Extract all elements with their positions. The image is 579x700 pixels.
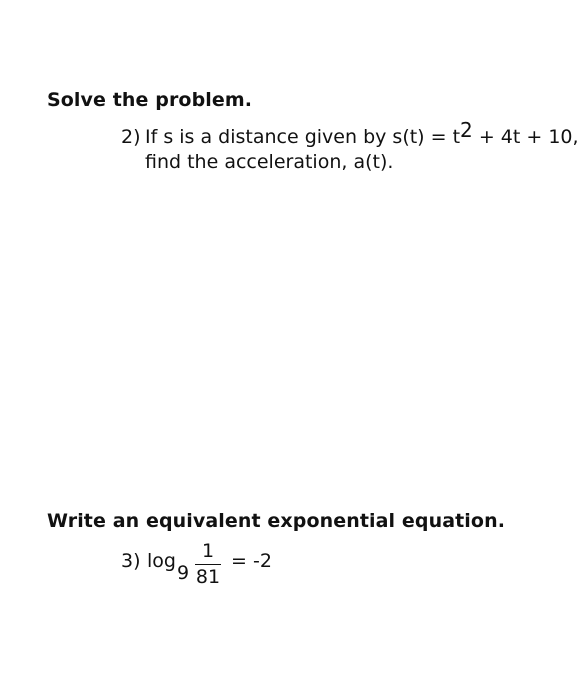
fraction — [195, 540, 221, 588]
problem-2-line-1 — [121, 118, 579, 150]
problem-number: 2) — [121, 126, 141, 148]
section-heading-solve: Solve the problem. — [47, 89, 253, 111]
fraction-numerator: 1 — [201, 540, 215, 562]
exponent: 2 — [460, 118, 473, 142]
problem-2-line-2: find the acceleration, a(t). — [145, 151, 394, 173]
problem-2-text-prefix: If s is a distance given by s(t) = t — [145, 126, 461, 148]
equation-rhs: = -2 — [231, 550, 272, 572]
problem-3 — [121, 540, 321, 600]
log-base: 9 — [177, 562, 190, 584]
section-heading-exponential: Write an equivalent exponential equation. — [47, 510, 506, 532]
log-function: log — [147, 550, 176, 572]
problem-number: 3) — [121, 550, 141, 572]
fraction-bar — [195, 564, 221, 565]
fraction-denominator: 81 — [195, 566, 221, 588]
problem-2 — [121, 118, 579, 175]
problem-2-text-suffix: + 4t + 10, — [472, 126, 579, 148]
